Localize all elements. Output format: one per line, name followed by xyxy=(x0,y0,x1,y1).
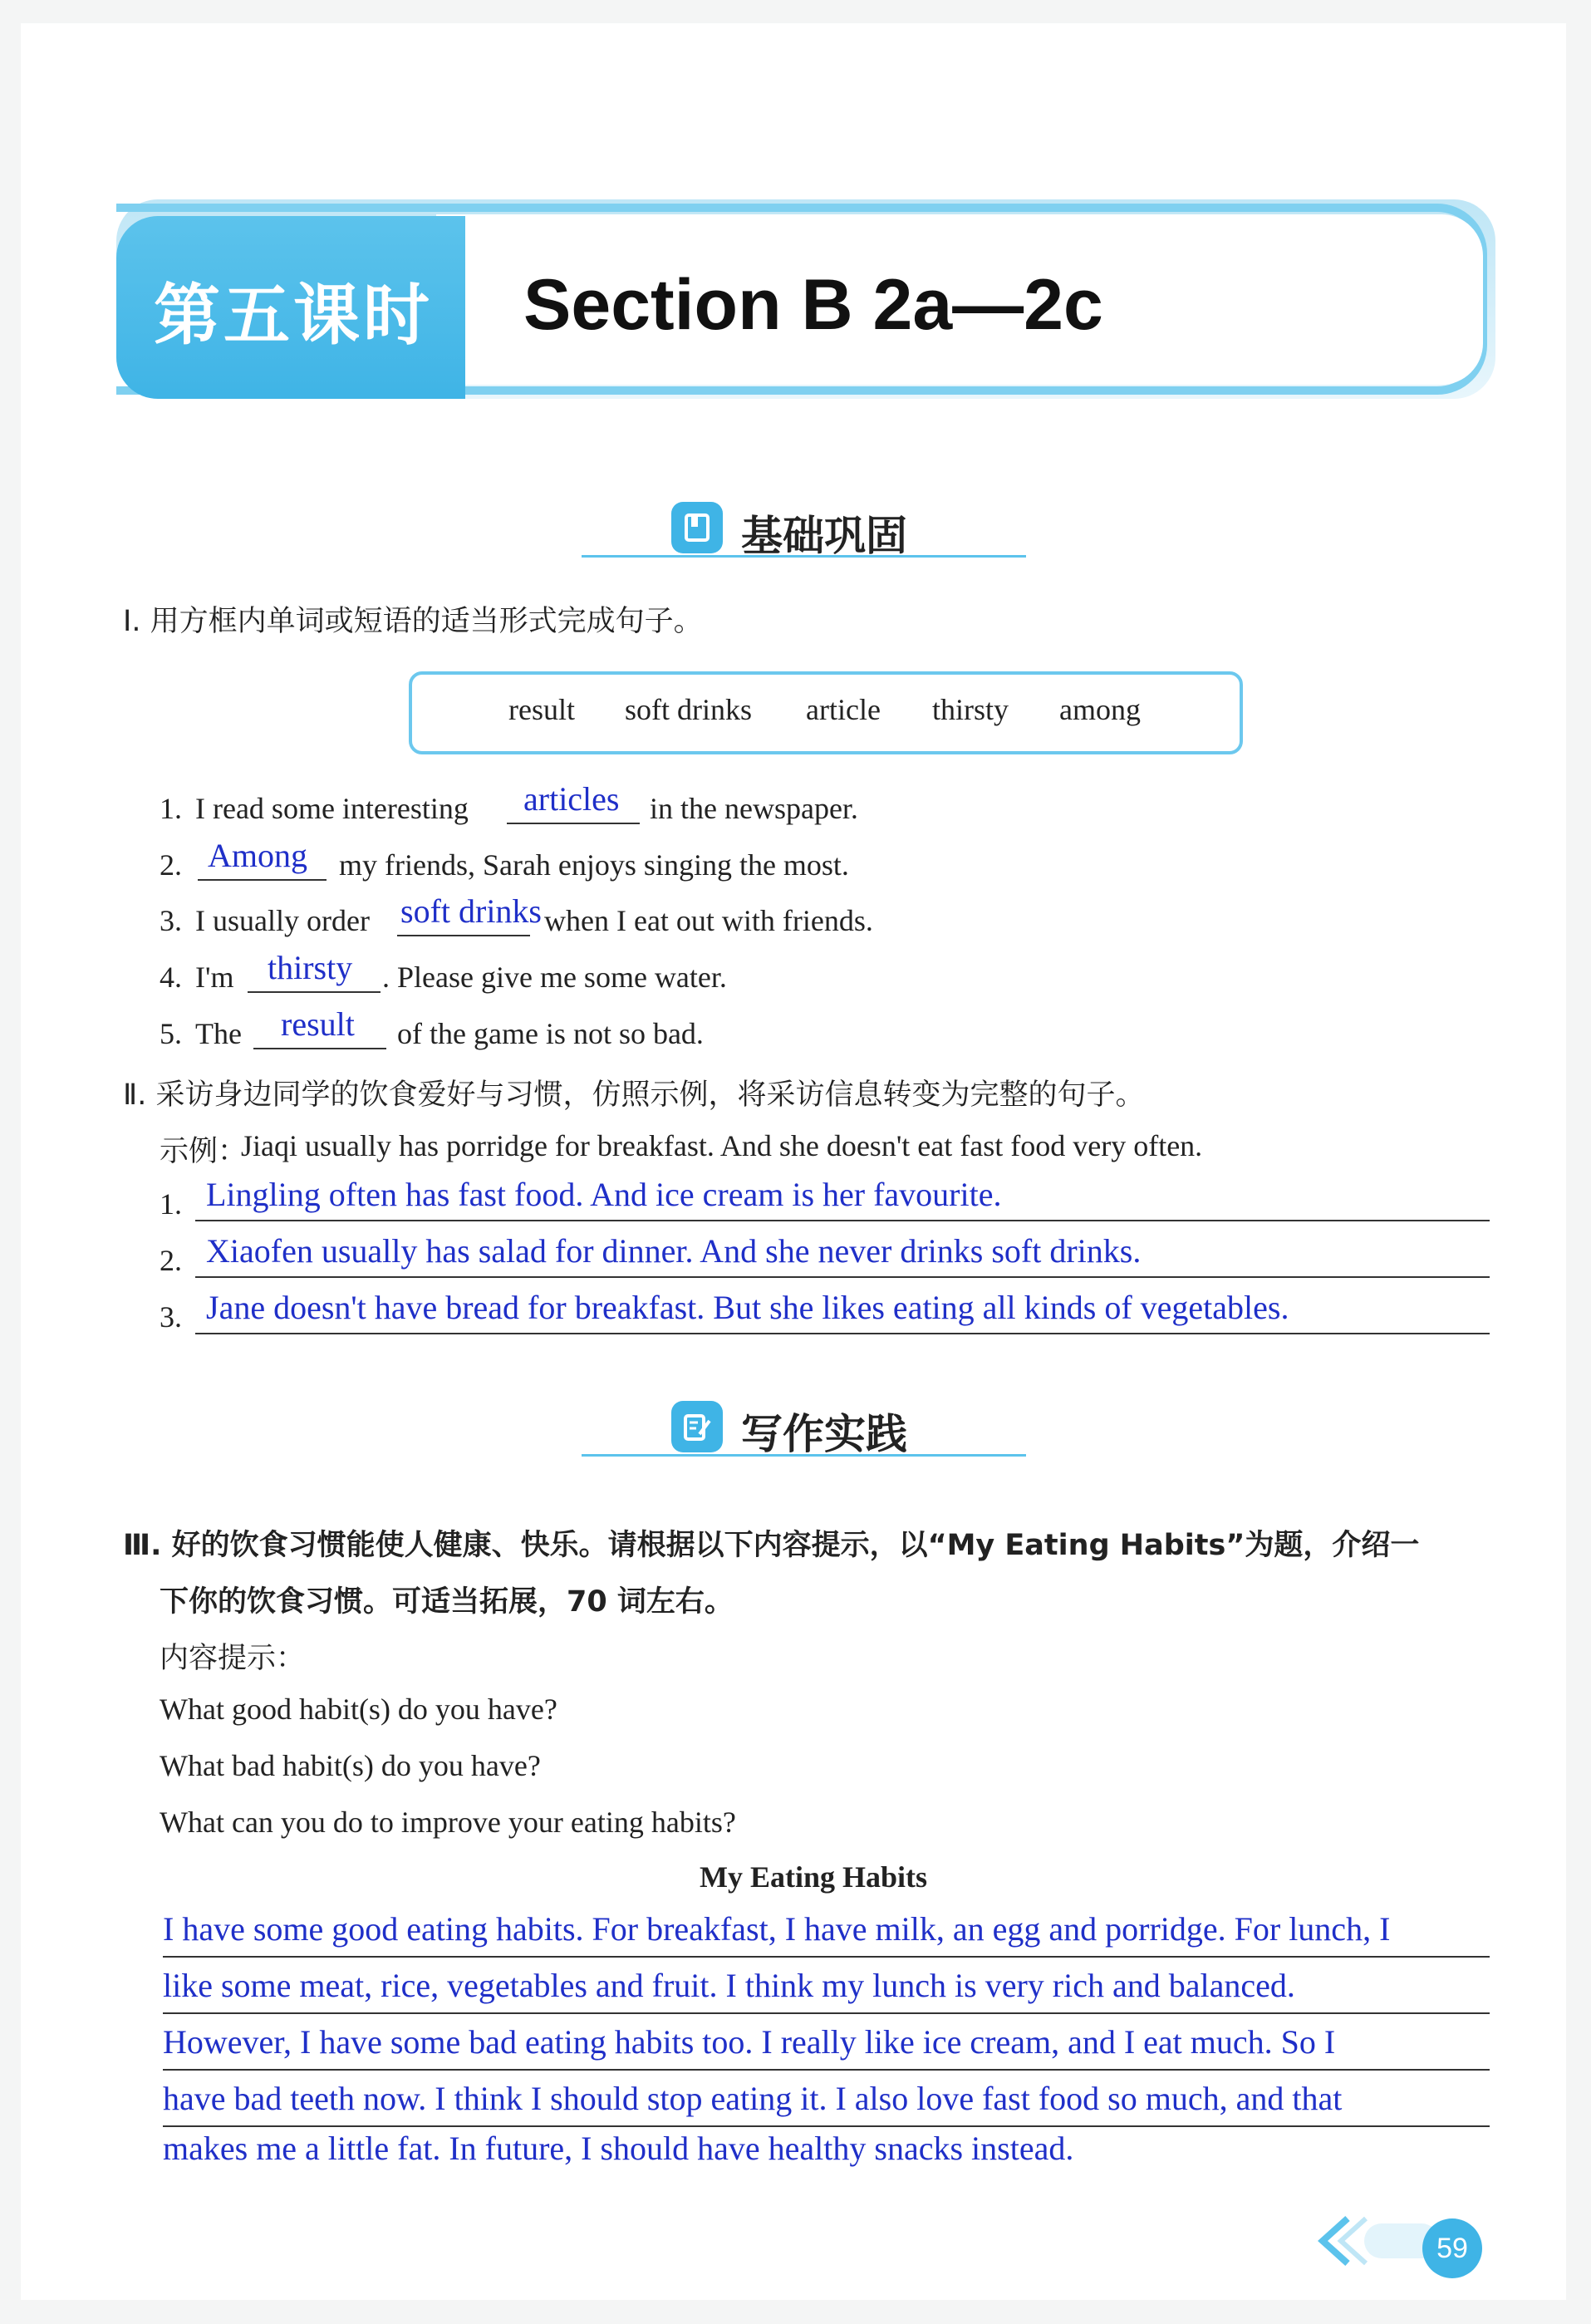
page-badge xyxy=(1306,2212,1522,2270)
q1-instruction: Ⅰ. 用方框内单词或短语的适当形式完成句子。 xyxy=(123,605,703,638)
answer-blank xyxy=(397,935,530,936)
answer-blank xyxy=(198,879,327,881)
essay-line: have bad teeth now. I think I should stop eating it. I also love fast food so much, and that xyxy=(163,2080,1343,2117)
book-icon xyxy=(671,502,723,553)
q1-answer: articles xyxy=(523,780,620,818)
q2-answer-number: 1. xyxy=(160,1187,182,1221)
q1-answer: result xyxy=(281,1005,355,1043)
q1-item-text: I read some interesting xyxy=(195,792,469,825)
q1-item-number: 5. xyxy=(160,1017,182,1050)
q2-answer: Lingling often has fast food. And ice cream is her favourite. xyxy=(206,1176,1002,1213)
q1-answer: thirsty xyxy=(268,949,353,986)
essay-title: My Eating Habits xyxy=(700,1860,928,1894)
q2-answer-number: 3. xyxy=(160,1300,182,1334)
writing-line xyxy=(163,1956,1490,1958)
q2-answer: Xiaofen usually has salad for dinner. And she never drinks soft drinks. xyxy=(206,1232,1142,1270)
q2-example-label: 示例： xyxy=(160,1135,248,1168)
q1-item-text: when I eat out with friends. xyxy=(544,904,873,937)
word-box-item: thirsty xyxy=(932,693,1009,726)
q1-answer: soft drinks xyxy=(400,892,542,930)
writing-line xyxy=(163,2012,1490,2014)
section-title: Section B 2a—2c xyxy=(523,265,1103,345)
q1-item-number: 3. xyxy=(160,904,182,937)
lesson-label: 第五课时 xyxy=(154,277,433,354)
answer-line xyxy=(195,1220,1490,1221)
section-heading-writing: 写作实践 xyxy=(741,1410,907,1458)
q2-example: Jiaqi usually has porridge for breakfast. And she doesn't eat fast food very often. xyxy=(241,1129,1203,1162)
word-box-item: among xyxy=(1059,693,1141,726)
q1-item-text: I'm xyxy=(195,961,234,994)
q1-answer: Among xyxy=(208,837,307,874)
q1-item-text: of the game is not so bad. xyxy=(397,1017,704,1050)
q3-hint: What bad habit(s) do you have? xyxy=(160,1749,541,1782)
q1-item-number: 2. xyxy=(160,848,182,882)
q3-hint: What good habit(s) do you have? xyxy=(160,1693,557,1726)
q1-item-number: 1. xyxy=(160,792,182,825)
q1-item-text: in the newspaper. xyxy=(650,792,858,825)
answer-blank xyxy=(253,1048,386,1049)
word-box-item: soft drinks xyxy=(625,693,752,726)
essay-line: However, I have some bad eating habits too. I really like ice cream, and I eat much. So I xyxy=(163,2023,1336,2061)
q1-item-text: . Please give me some water. xyxy=(382,961,727,994)
essay-line: makes me a little fat. In future, I should have healthy snacks instead. xyxy=(163,2130,1074,2167)
q2-answer-number: 2. xyxy=(160,1244,182,1277)
answer-blank xyxy=(507,823,640,824)
pencil-note-icon xyxy=(671,1401,723,1452)
word-box-item: article xyxy=(806,693,881,726)
q1-item-number: 4. xyxy=(160,961,182,994)
q3-hint: What can you do to improve your eating habits? xyxy=(160,1806,736,1839)
writing-line xyxy=(163,2069,1490,2071)
q1-item-text: The xyxy=(195,1017,242,1050)
q3-hint-label: 内容提示： xyxy=(160,1642,306,1675)
answer-line xyxy=(195,1333,1490,1334)
answer-blank xyxy=(248,991,381,993)
q1-item-text: I usually order xyxy=(195,904,370,937)
q3-instruction: Ⅲ. 好的饮食习惯能使人健康、快乐。请根据以下内容提示，以“My Eating Habits”为题，介绍一 xyxy=(123,1529,1420,1562)
section-heading-basic: 基础巩固 xyxy=(741,512,907,560)
essay-line: like some meat, rice, vegetables and fruit. I think my lunch is very rich and balanced. xyxy=(163,1967,1295,2004)
q2-instruction: Ⅱ. 采访身边同学的饮食爱好与习惯，仿照示例，将采访信息转变为完整的句子。 xyxy=(123,1078,1145,1112)
q3-instruction-cont: 下你的饮食习惯。可适当拓展，70 词左右。 xyxy=(160,1585,734,1619)
q1-item-text: my friends, Sarah enjoys singing the most. xyxy=(339,848,849,882)
q2-answer: Jane doesn't have bread for breakfast. But she likes eating all kinds of vegetables. xyxy=(206,1289,1289,1326)
essay-line: I have some good eating habits. For breakfast, I have milk, an egg and porridge. For lunch, I xyxy=(163,1910,1391,1948)
page-number: 59 xyxy=(1422,2218,1482,2278)
word-box-item: result xyxy=(508,693,575,726)
answer-line xyxy=(195,1276,1490,1278)
writing-line xyxy=(163,2125,1490,2127)
